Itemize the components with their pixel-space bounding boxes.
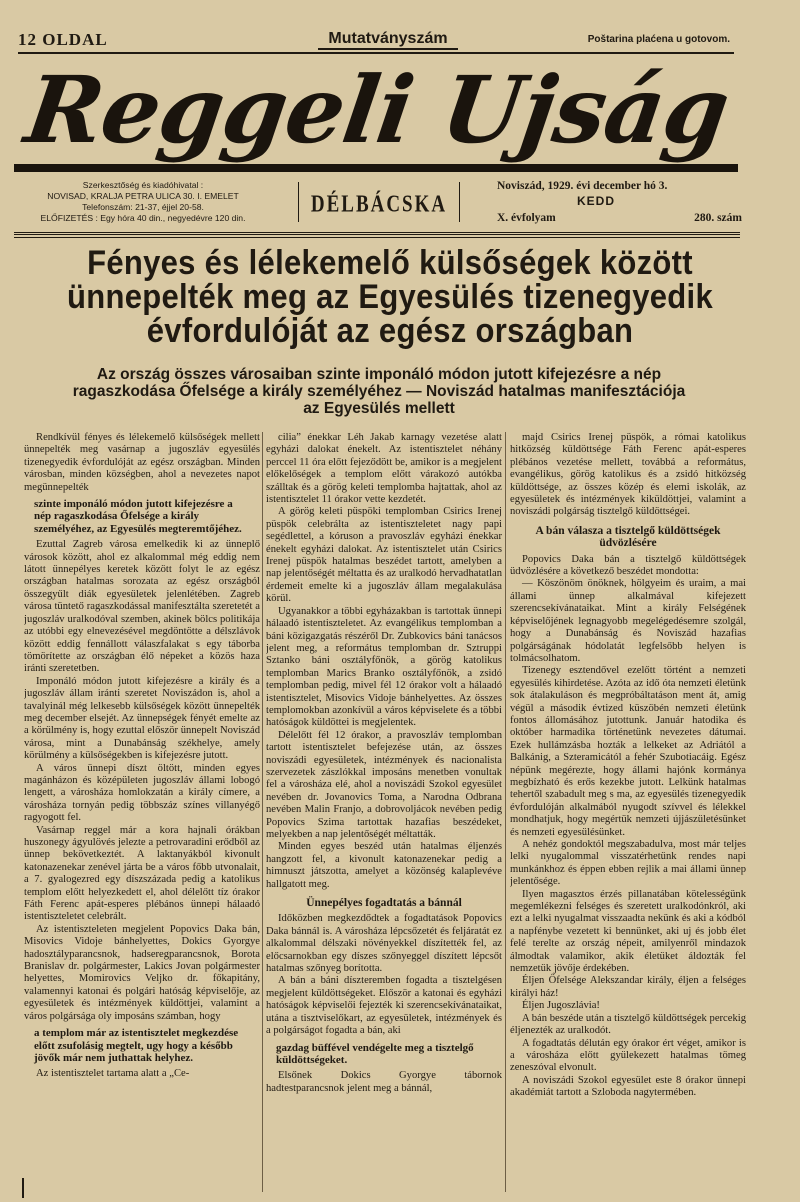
publisher-info bbox=[20, 180, 266, 224]
paragraph: Ezuttal Zagreb városa emelkedik ki az ünneplő városok között, ahol ez alkalommal még eddig nem látott ünnepélyes keretek között folyt le az egész országban hatalmas sorozata az egész országból összegyűlt diák egyesületek jelenlétében. Zagreb városa tüntető ragaszkodással manifesztálta szeretetét a jugoszláv uralkodóval szemben, akinek bölcs politikája az utóbbi egy elnevezésével megdöntötte a délszlávok között eddig fennállott válaszfalakat s egy táborba tömörítette az országban élő népeket a közös haza iránti szeretetben. bbox=[24, 539, 260, 675]
column-divider bbox=[505, 432, 506, 1192]
header-bottom-rule bbox=[14, 232, 740, 238]
subhead-line: Az ország összes városaiban szinte imponáló módon jutott kifejezésre a nép bbox=[96, 366, 662, 383]
publisher-line: NOVISAD, KRALJA PETRA ULICA 30. I. EMELET bbox=[47, 191, 239, 201]
publisher-line: Szerkesztőség és kiadóhivatal : bbox=[82, 180, 204, 190]
article-column-1 bbox=[24, 432, 260, 1202]
masthead-title: Reggeli Ujság bbox=[19, 56, 735, 164]
section-heading: A bán válasza a tisztelgő küldöttségek üdvözlésére bbox=[535, 524, 721, 550]
headline-line: ünnepelték meg az Egyesülés tizenegyedik bbox=[66, 277, 713, 316]
masthead bbox=[19, 56, 735, 168]
subhead-line: ragaszkodása Őfelsége a király személyéhez — Noviszád hatalmas manifesztációja bbox=[72, 383, 686, 400]
subheadline bbox=[14, 366, 744, 417]
paragraph: Időközben megkezdődtek a fogadtatások Popovics Daka bánnál is. A városháza lépcsőzetét és feljáratát ez alkalommal délszaki növényekkel díszítették fel, az előcsarnokban egy díszes szőnyeggel díszített lépcsőt hatalmas szőnyeg borította. bbox=[266, 913, 502, 975]
edition-label: Mutatványszám bbox=[318, 30, 458, 50]
bold-paragraph: a templom már az istentisztelet megkezdése előtt zsufolásig megtelt, ugy hogy a később jövők már nem juthattak helyhez. bbox=[34, 1027, 239, 1064]
paragraph: Vasárnap reggel már a kora hajnali órákban huszonegy ágyulövés jelezte a petrovaradini erődből az ünnep bekövetkeztét. A laktanyákból kivonult katonazenekar zenével járta be a város főbb utvonalait, a 7. gyalogezred egy díszszázada pedig a katolikus templom előtt helyezkedett el, ahol délelőtt tíz órakor Fáth Ferenc apát-esperes plébános ünnepi hálaadó istentiszteletet celebrált. bbox=[24, 824, 260, 923]
masthead-rule bbox=[14, 164, 738, 172]
paragraph: Tizenegy esztendővel ezelőtt történt a nemzeti egyesülés kihirdetése. Azóta az idő óta nemzeti életünk sok átalakuláson és megpróbáltatáson ment át, amig végül a második évtized küszöbén nemzeti életünk fontos állomásához jutottunk. Január hatodika és október harmadika történetünk nevezetes dátumai. Ezek hullámzásba hozták a lelkeket az Adriától a Balkánig, a Szteramicától a fehér Szubotiacáig. Egész népünk megérezte, hogy állami hajónk kormánya megbízható és erős kezekbe jutott. Lelkünk hatalmas tehertől szabadult meg s ma, az egyesülés tizenegyedik évfordulóján alkalmából nyugodt szívvel és lélekkel mondhatjuk, hogy megértük nemzeti újjászületésünket és nemzeti egyesülésünket. bbox=[510, 665, 746, 838]
paragraph: — Köszönöm önöknek, hölgyeim és uraim, a mai állami ünnep alkalmával kifejezett szerencsekívánataikat. Mint a király Felségének képviselőjének legnagyobb megelégedésemre szolgál, hogy a Dunabánság és Noviszád hazafias polgárságának hódolatát legfelsőbb helyen is tolmácsolhatom. bbox=[510, 578, 746, 664]
paragraph: Ilyen magasztos érzés pillanatában kötelességünk megemlékezni felséges és szeretett uralkodónkról, aki ezt a lelki nyugalmat visszaadta nekünk és aki a kódból a napfénybe vezetett ki bennünket, aki uj és jobb élet felé terelte az ország népeit, amilyenről mindazok álmodtak valamikor, akik életüket áldozták fel nemzetük jövője érdekében. bbox=[510, 888, 746, 975]
paragraph: Délelőtt fél 12 órakor, a pravoszláv templomban tartott istentisztelet befejezése után, az összes noviszádi egyesületek, intézmények és nacionalista szervezetek zászlókkal imposáns menetben vonultak fel a városháza elé, ahol a noviszádi Szokol egyesület nevében dr. Jovanovics Toma, a Narodna Odbrana nevében Malin Franjo, a dobrovoljácok nevében pedig Popovics Szima tartottak hazafias beszédeket, melyekben a nap jelentőségét méltatták. bbox=[266, 729, 502, 840]
bold-paragraph: gazdag büffével vendégelte meg a tisztelgő küldöttségeket. bbox=[276, 1041, 474, 1066]
paragraph: A görög keleti püspöki templomban Csirics Irenej püspök celebrálta az istentiszteletet nagy papi segédlettel, a kóruson a pravoszláv egyházi énekkar énekelt egyházi dalokat. Az istentisztelet után Csirics Irenej püspök hatalmas beszédet tartott, amelyben a nap jelentőségét méltatta és az uralkodó hervadhatatlan érdemeit emelte ki a jugoszláv állam megalakulása körül. bbox=[266, 506, 502, 605]
supplement-title: DÉLBÁCSKA bbox=[310, 190, 448, 218]
paragraph: Minden egyes beszéd után hatalmas éljenzés hangzott fel, a kivonult katonazenekar pedig a himnuszt játszotta, amelyet a közönség kalaplevéve hallgatott meg. bbox=[266, 841, 502, 890]
bold-paragraph: szinte imponáló módon jutott kifejezésre a nép ragaszkodása Őfelsége a király személyéhez, az Egyesülés megteremtőjéhez. bbox=[34, 498, 242, 535]
date: Noviszád, 1929. évi december hó 3. bbox=[497, 180, 668, 192]
paragraph: A bán beszéde után a tisztelgő küldöttségek percekig éljenezték az uralkodót. bbox=[510, 1012, 746, 1037]
paragraph: A noviszádi Szokol egyesület este 8 órakor ünnepi akadémiát tartott a Szloboda nagytermében. bbox=[510, 1074, 746, 1099]
paragraph: Az istentisztelet tartama alatt a „Ce- bbox=[36, 1068, 190, 1080]
paragraph: A fogadtatás délután egy órakor ért véget, amikor is a városháza előtt gyülekezett hatalmas tömeg zeneszóval elvonult. bbox=[510, 1037, 746, 1074]
headline-line: évfordulóját az egész országban bbox=[146, 311, 634, 350]
issue-number: 280. szám bbox=[694, 212, 742, 224]
paragraph: Éljen Jugoszlávia! bbox=[522, 1000, 600, 1012]
margin-mark bbox=[22, 1178, 24, 1198]
top-strip bbox=[18, 30, 730, 52]
paragraph: Rendkívül fényes és lélekemelő külsőségek mellett ünnepelték meg vasárnap a jugoszláv egyesülés tizenegyedik évfordulóját az egész országban. Minden városban, minden községben, ahol a nevezetes napot megünnepelték bbox=[24, 432, 260, 493]
paragraph: cilia” énekkar Léh Jakab karnagy vezetése alatt egyházi dalokat énekelt. Az istentisztelet néhány perccel 11 óra előtt fejeződött be, amikor is a megjelent előkelőségek a templom előtt várakozó autókba szálltak és a görög keleti templomba hajtattak, ahol az istentisztelet 11 órakor vette kezdetét. bbox=[266, 432, 502, 506]
top-rule bbox=[18, 52, 734, 54]
weekday: KEDD bbox=[577, 194, 616, 208]
paragraph: Ugyanakkor a többi egyházakban is tartottak ünnepi hálaadó istentiszteletet. Az evangélikus templomban a báni közigazgatás részéről Dr. Zubkovics báni tanácsos jelent meg, a református templomban dr. Sztruppi Sztanko báni osztályfőnök, a görög katolikus templomban Marics Branko osztályfőnök, a zsidó templomban pedig, mivel fél 12 órakor volt a hálaadó istentisztelet, Misovics Vidoje bánhelyettes. Az összes templomokban azonkívül a város képviselete és a többi hatóságok küldöttei is megjelentek. bbox=[266, 605, 502, 729]
volume: X. évfolyam bbox=[497, 212, 556, 224]
headline-line: Fényes és lélekemelő külsőségek között bbox=[87, 243, 693, 282]
paragraph: Éljen Őfelsége Alekszandar király, éljen a felséges királyi ház! bbox=[510, 975, 746, 999]
publisher-line: Telefonszám: 21-37, éjjel 20-58. bbox=[82, 202, 204, 212]
article-column-3 bbox=[510, 432, 746, 1202]
paragraph: Az istentiszteleten megjelent Popovics Daka bán, Misovics Vidoje bánhelyettes, Dokics Gyorgye hadosztályparancsnok, hadseregparancsnok, Borota Branislav dr. polgármester, Lakics Jovan polgármester helyettes, Momirovics Veljko dr. főkapitány, valamennyi katonai és polgári hatóság képviselője, az egyesületek és intézmények küldöttjei, valamint a város polgársága oly imposáns számban, hogy bbox=[24, 923, 260, 1022]
paragraph: A bán a báni díszteremben fogadta a tisztelgésen megjelent küldöttségeket. Először a katonai és egyházi hatóságok képviselői fejezték ki szerencsekívánataikat, utána a tisztviselőkart, az egyesületek, intézmények és a polgárságot fogadta a bán, aki bbox=[266, 975, 502, 1037]
paragraph: Elsőnek Dokics Gyorgye tábornok hadtestparancsnok jelent meg a bánnál, bbox=[266, 1070, 502, 1094]
column-divider bbox=[262, 432, 263, 1192]
paragraph: Imponáló módon jutott kifejezésre a király és a jugoszláv állam iránti szeretet Noviszádon is, ahol a tavalyinál még lelkesebb külsőségek között ünnepelték meg december elsejét. Az ünnepségek fényét emelte az a körülmény is, hogy ezuttal először ünnepelt Noviszád városa, mint a Dunabánság székhelye, amely körülmény a külsőségekben is kifejezésre jutott. bbox=[24, 675, 260, 762]
postage-note: Poštarina plaćena u gotovom. bbox=[587, 34, 730, 45]
subhead-line: az Egyesülés mellett bbox=[303, 400, 455, 417]
supplement-box bbox=[298, 182, 460, 222]
paragraph: Popovics Daka bán a tisztelgő küldöttségek üdvözlésére a következő beszédet mondotta: bbox=[510, 553, 746, 578]
page-number: 12 OLDAL bbox=[18, 30, 108, 49]
article-column-2 bbox=[266, 432, 502, 1202]
paragraph: majd Csirics Irenej püspök, a római katolikus hitközség küldöttsége Fáth Ferenc apát-esperes plébános vezetése mellett, továbbá a református, evangélikus, görög katolikus és a zsidó hitközség küldöttsége, az összes közép és elemi iskolák, az egyesületek és intézmények kiküldöttjei, valamint a noviszádi polgárság tisztelgő küldöttségei. bbox=[510, 432, 746, 518]
paragraph: A város ünnepi díszt öltött, minden egyes magánházon és középületen jugoszláv állami lobogó lengett, a városháza homlokzatán a király címere, a városháza tornyán pedig többszáz színes villanyégő ragyogott fel. bbox=[24, 762, 260, 824]
dateline-box bbox=[497, 178, 742, 224]
section-heading: Ünnepélyes fogadtatás a bánnál bbox=[306, 897, 462, 910]
paragraph: A nehéz gondoktól megszabadulva, most már teljes lelki nyugalommal visszatérhetünk rendes napi munkánkhoz és éppen ebben rejlik a mai állami ünnep jelentősége. bbox=[510, 839, 746, 888]
publisher-line: ELŐFIZETÉS : Egy hóra 40 din., negyedévre 120 din. bbox=[40, 213, 246, 223]
headline bbox=[40, 243, 740, 350]
